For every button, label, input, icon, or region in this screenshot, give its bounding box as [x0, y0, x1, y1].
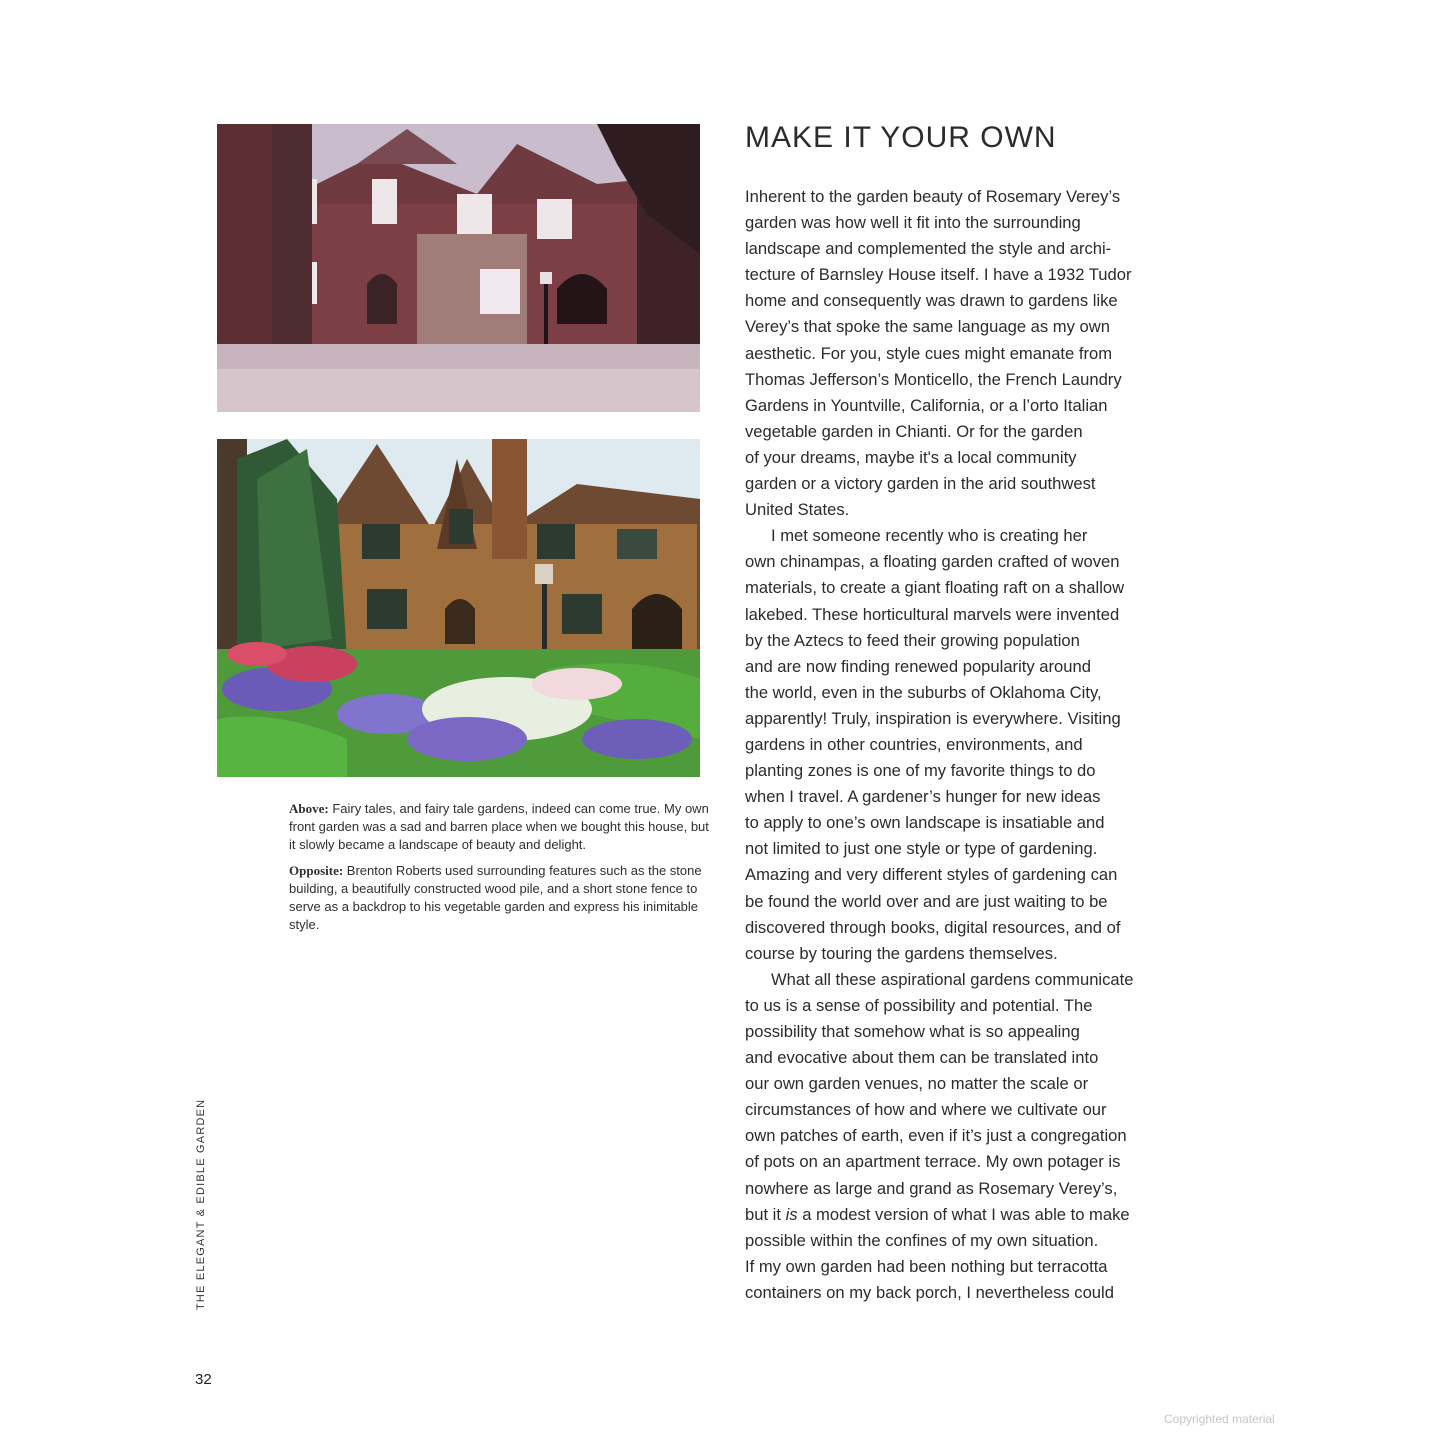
body-line: not limited to just one style or type of gardening.: [745, 839, 1098, 859]
body-line: Gardens in Yountville, California, or a l’orto Italian: [745, 395, 1108, 415]
body-line: What all these aspirational gardens communicate: [771, 969, 1134, 989]
body-line: aesthetic. For you, style cues might emanate from: [745, 343, 1113, 363]
body-line: possibility that somehow what is so appealing: [745, 1022, 1080, 1041]
body-line: and evocative about them can be translated into: [745, 1048, 1099, 1068]
body-line-part: but it: [745, 1204, 786, 1224]
body-line: planting zones is one of my favorite things to do: [745, 761, 1096, 781]
body-line: United States.: [745, 500, 850, 520]
body-line: garden or a victory garden in the arid southwest: [745, 474, 1096, 494]
caption-above-label: Above:: [289, 801, 329, 816]
body-line-with-italic: [745, 1202, 1175, 1228]
body-line: vegetable garden in Chianti. Or for the garden: [745, 421, 1083, 441]
body-line: gardens in other countries, environments, and: [745, 734, 1083, 754]
body-line: to apply to one’s own landscape is insatiable and: [745, 813, 1105, 833]
running-head: THE ELEGANT & EDIBLE GARDEN: [195, 1098, 207, 1310]
body-line: possible within the confines of my own situation.: [745, 1230, 1099, 1250]
body-line: when I travel. A gardener’s hunger for new ideas: [745, 787, 1101, 807]
body-line: materials, to create a giant floating raft on a shallow: [745, 578, 1125, 598]
body-line: by the Aztecs to feed their growing population: [745, 630, 1080, 650]
house-before-illustration: [217, 124, 700, 412]
body-text: [745, 184, 1175, 1306]
body-line: nowhere as large and grand as Rosemary Verey’s,: [745, 1178, 1118, 1198]
body-line: Inherent to the garden beauty of Rosemary Verey’s: [745, 187, 1121, 206]
photo-house-after: [217, 439, 700, 777]
copyright-notice: Copyrighted material: [1164, 1412, 1275, 1426]
body-line-part: a modest version of what I was able to make: [797, 1204, 1130, 1224]
caption-above-text: Fairy tales, and fairy tale gardens, indeed can come true. My own front garden was a sad and barren place when we bought this house, but it slowly became a landscape of beauty and delight.: [289, 801, 709, 852]
body-line: own chinampas, a floating garden crafted of woven: [745, 552, 1120, 572]
body-line: Amazing and very different styles of gardening can: [745, 865, 1118, 885]
body-line: of pots on an apartment terrace. My own potager is: [745, 1152, 1121, 1172]
body-line: Thomas Jefferson’s Monticello, the French Laundry: [745, 369, 1122, 389]
photo-captions: [289, 800, 709, 942]
body-line: discovered through books, digital resources, and of: [745, 917, 1121, 937]
body-line: be found the world over and are just waiting to be: [745, 891, 1108, 911]
house-after-illustration: [217, 439, 700, 777]
page-number: 32: [195, 1371, 212, 1388]
body-line: to us is a sense of possibility and potential. The: [745, 995, 1093, 1015]
section-heading: MAKE IT YOUR OWN: [745, 121, 1057, 154]
caption-opposite-label: Opposite:: [289, 863, 344, 878]
body-line: own patches of earth, even if it’s just a congregation: [745, 1126, 1127, 1146]
body-line: circumstances of how and where we cultivate our: [745, 1100, 1107, 1120]
body-line: the world, even in the suburbs of Oklahoma City,: [745, 682, 1102, 702]
body-line: tecture of Barnsley House itself. I have a 1932 Tudor: [745, 265, 1132, 285]
body-line: apparently! Truly, inspiration is everywhere. Visiting: [745, 708, 1121, 728]
body-line: and are now finding renewed popularity around: [745, 656, 1091, 676]
body-line: course by touring the gardens themselves.: [745, 943, 1058, 963]
caption-opposite: [289, 862, 709, 934]
body-line: home and consequently was drawn to gardens like: [745, 291, 1118, 311]
body-line: I met someone recently who is creating her: [771, 526, 1088, 546]
body-line: containers on my back porch, I nevertheless could: [745, 1282, 1114, 1302]
body-line: Verey’s that spoke the same language as my own: [745, 317, 1110, 337]
body-line: landscape and complemented the style and archi-: [745, 239, 1112, 259]
body-line: lakebed. These horticultural marvels were invented: [745, 604, 1120, 624]
emphasis-word: is: [785, 1204, 798, 1224]
body-line: our own garden venues, no matter the scale or: [745, 1074, 1089, 1094]
body-line: garden was how well it fit into the surrounding: [745, 213, 1081, 233]
caption-above: [289, 800, 709, 854]
body-line: If my own garden had been nothing but terracotta: [745, 1256, 1108, 1276]
caption-opposite-text: Brenton Roberts used surrounding features such as the stone building, a beautifully constructed wood pile, and a short stone fence to serve as a backdrop to his vegetable garden and express his inimitable style.: [289, 863, 702, 932]
photo-house-before: [217, 124, 700, 412]
body-line: of your dreams, maybe it's a local community: [745, 447, 1077, 467]
